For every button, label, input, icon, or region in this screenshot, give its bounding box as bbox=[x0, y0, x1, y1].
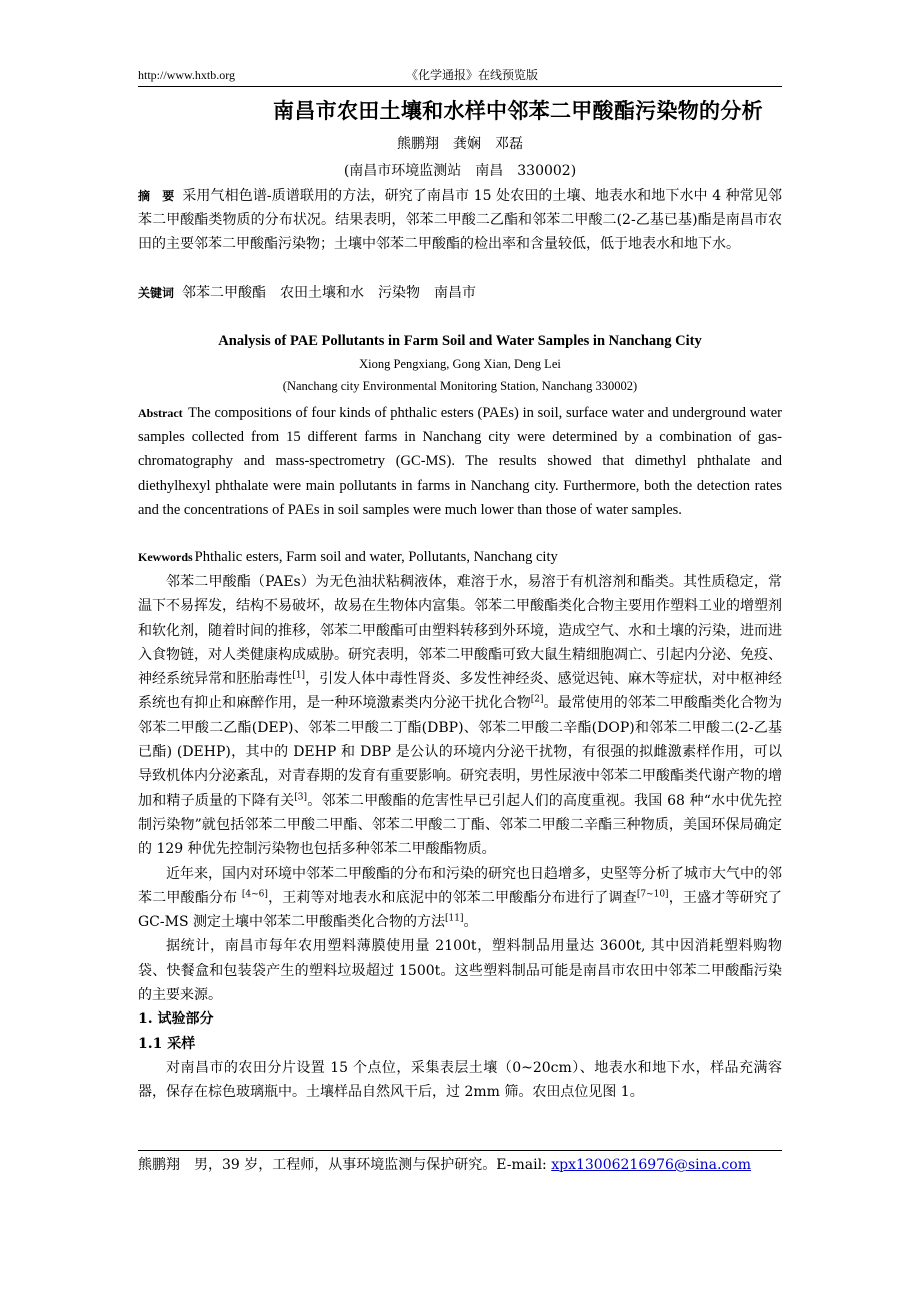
citation-ref[interactable]: [3] bbox=[294, 792, 308, 803]
body-text bbox=[138, 570, 782, 1105]
section-heading-1: 1. 试验部分 bbox=[138, 1011, 214, 1028]
abstract-cn-text: 采用气相色谱-质谱联用的方法，研究了南昌市 15 处农田的土壤、地表水和地下水中 4 种常见邻苯二甲酸酯类物质的分布状况。结果表明，邻苯二甲酸二乙酯和邻苯二甲酸二(2-乙基已基)酯是南昌市农田的主要邻苯二甲酸酯污染物；土壤中邻苯二甲酸酯的检出率和含量较低，低于地表水和地下水。 bbox=[138, 188, 782, 252]
keywords-cn-label: 关键词 bbox=[138, 286, 175, 300]
authors-cn: 熊鹏翔 龚娴 邓磊 bbox=[397, 136, 523, 152]
author-footnote bbox=[138, 1150, 782, 1175]
authors-en: Xiong Pengxiang, Gong Xian, Deng Lei bbox=[359, 357, 561, 371]
keywords-cn bbox=[138, 283, 782, 303]
abstract-en bbox=[138, 401, 782, 522]
abstract-cn-label: 摘 要 bbox=[138, 189, 175, 203]
header-journal: 《化学通报》在线预览版 bbox=[406, 68, 539, 82]
body-text-run: 。最常使用的邻苯二甲酸酯类化合物为邻苯二甲酸二乙酯(DEP)、邻苯二甲酸二丁酯(DBP)、邻苯二甲酸二辛酯(DOP)和邻苯二甲酸二(2-乙基已酯) (DEHP)，其中的 DEHP 和 DBP 是公认的环境内分泌干扰物，有很强的拟雌激素样作用，可以导致机体内分泌紊乱，对青春期的发育有重要影响。研究表明，男性尿液中邻苯二甲酸酯类代谢产物的增加和精子质量的下降有关 bbox=[138, 695, 783, 809]
body-paragraph-1 bbox=[138, 570, 782, 862]
email-link[interactable]: xpx13006216976@sina.com bbox=[551, 1157, 751, 1173]
affiliation-cn: (南昌市环境监测站 南昌 330002) bbox=[343, 163, 577, 179]
body-paragraph-2 bbox=[138, 862, 782, 935]
section-heading-1-1: 1.1 采样 bbox=[138, 1035, 196, 1052]
abstract-cn bbox=[138, 184, 782, 256]
paper-title-en: Analysis of PAE Pollutants in Farm Soil and Water Samples in Nanchang City bbox=[218, 333, 702, 349]
body-text-run: ，王莉等对地表水和底泥中的邻苯二甲酸酯分布进行了调查 bbox=[267, 889, 637, 906]
keywords-en-label: Kewwords bbox=[138, 550, 193, 564]
header-url[interactable]: http://www.hxtb.org bbox=[138, 68, 236, 82]
body-text-run: 。邻苯二甲酸酯的危害性早已引起人们的高度重视。我国 68 种“水中优先控制污染物”就包括邻苯二甲酸二甲酯、邻苯二甲酸二丁酯、邻苯二甲酸二辛酯三种物质，美国环保局确定的 129 种优先控制污染物也包括多种邻苯二甲酸酯物质。 bbox=[138, 792, 783, 858]
affiliation-en: (Nanchang city Environmental Monitoring Station, Nanchang 330002) bbox=[282, 379, 638, 393]
body-text-run: ，王盛才等研究了 GC-MS 测定土壤中邻苯二甲酸酯类化合物的方法 bbox=[138, 889, 783, 931]
citation-ref[interactable]: [11] bbox=[445, 913, 464, 924]
body-text-run: 。 bbox=[463, 914, 478, 931]
paper-title-cn: 南昌市农田土壤和水样中邻苯二甲酸酯污染物的分析 bbox=[273, 99, 763, 123]
body-text-run: ，引发人体中毒性肾炎、多发性神经炎、感觉迟钝、麻木等症状，对中枢神经系统也有抑止和麻醉作用，是一种环境激素类内分泌干扰化合物 bbox=[138, 671, 783, 712]
citation-ref[interactable]: [7~10] bbox=[636, 889, 669, 900]
footnote-text: 熊鹏翔 男，39 岁，工程师，从事环境监测与保护研究。E-mail: bbox=[138, 1157, 552, 1173]
body-paragraph-3: 据统计，南昌市每年农用塑料薄膜使用量 2100t，塑料制品用量达 3600t, 其中因消耗塑料购物袋、快餐盒和包装袋产生的塑料垃圾超过 1500t。这些塑料制品可能是南昌市农田中邻苯二甲酸酯污染的主要来源。 bbox=[138, 938, 782, 1004]
citation-ref[interactable]: [1] bbox=[292, 670, 306, 681]
citation-ref[interactable]: [2] bbox=[530, 694, 544, 705]
keywords-en bbox=[138, 547, 782, 567]
body-paragraph-4: 对南昌市的农田分片设置 15 个点位，采集表层土壤（0~20cm）、地表水和地下水，样品充满容器，保存在棕色玻璃瓶中。土壤样品自然风干后，过 2mm 筛。农田点位见图 1。 bbox=[138, 1059, 782, 1101]
abstract-en-text: The compositions of four kinds of phthalic esters (PAEs) in soil, surface water and underground water samples collected from 15 different farms in Nanchang city were determined by a combination of gas-chromatography and mass-spectrometry (GC-MS). The results showed that dimethyl phthalate and diethylhexyl phthalate were main pollutants in farms in Nanchang city. Furthermore, both the detection rates and the concentrations of PAEs in soil samples were much lower than those of water samples. bbox=[138, 405, 782, 518]
keywords-cn-text: 邻苯二甲酸酯 农田土壤和水 污染物 南昌市 bbox=[182, 285, 477, 301]
keywords-en-text: Phthalic esters, Farm soil and water, Pollutants, Nanchang city bbox=[194, 549, 558, 565]
abstract-en-label: Abstract bbox=[138, 406, 183, 420]
body-text-run: 邻苯二甲酸酯（PAEs）为无色油状粘稠液体，难溶于水，易溶于有机溶剂和酯类。其性质稳定，常温下不易挥发，结构不易破坏，故易在生物体内富集。邻苯二甲酸酯类化合物主要用作塑料工业的增塑剂和软化剂，随着时间的推移，邻苯二甲酸酯可由塑料转移到外环境，造成空气、水和土壤的污染，进而进入食物链，对人类健康构成威胁。研究表明，邻苯二甲酸酯可致大鼠生精细胞凋亡、引起内分泌、免疫、神经系统异常和胚胎毒性 bbox=[138, 574, 782, 688]
page-header bbox=[138, 66, 782, 87]
body-text-run: 近年来，国内对环境中邻苯二甲酸酯的分布和污染的研究也日趋增多，史堅等分析了城市大气中的邻苯二甲酸酯分布 bbox=[138, 865, 782, 906]
citation-ref[interactable]: [4~6] bbox=[241, 889, 268, 900]
